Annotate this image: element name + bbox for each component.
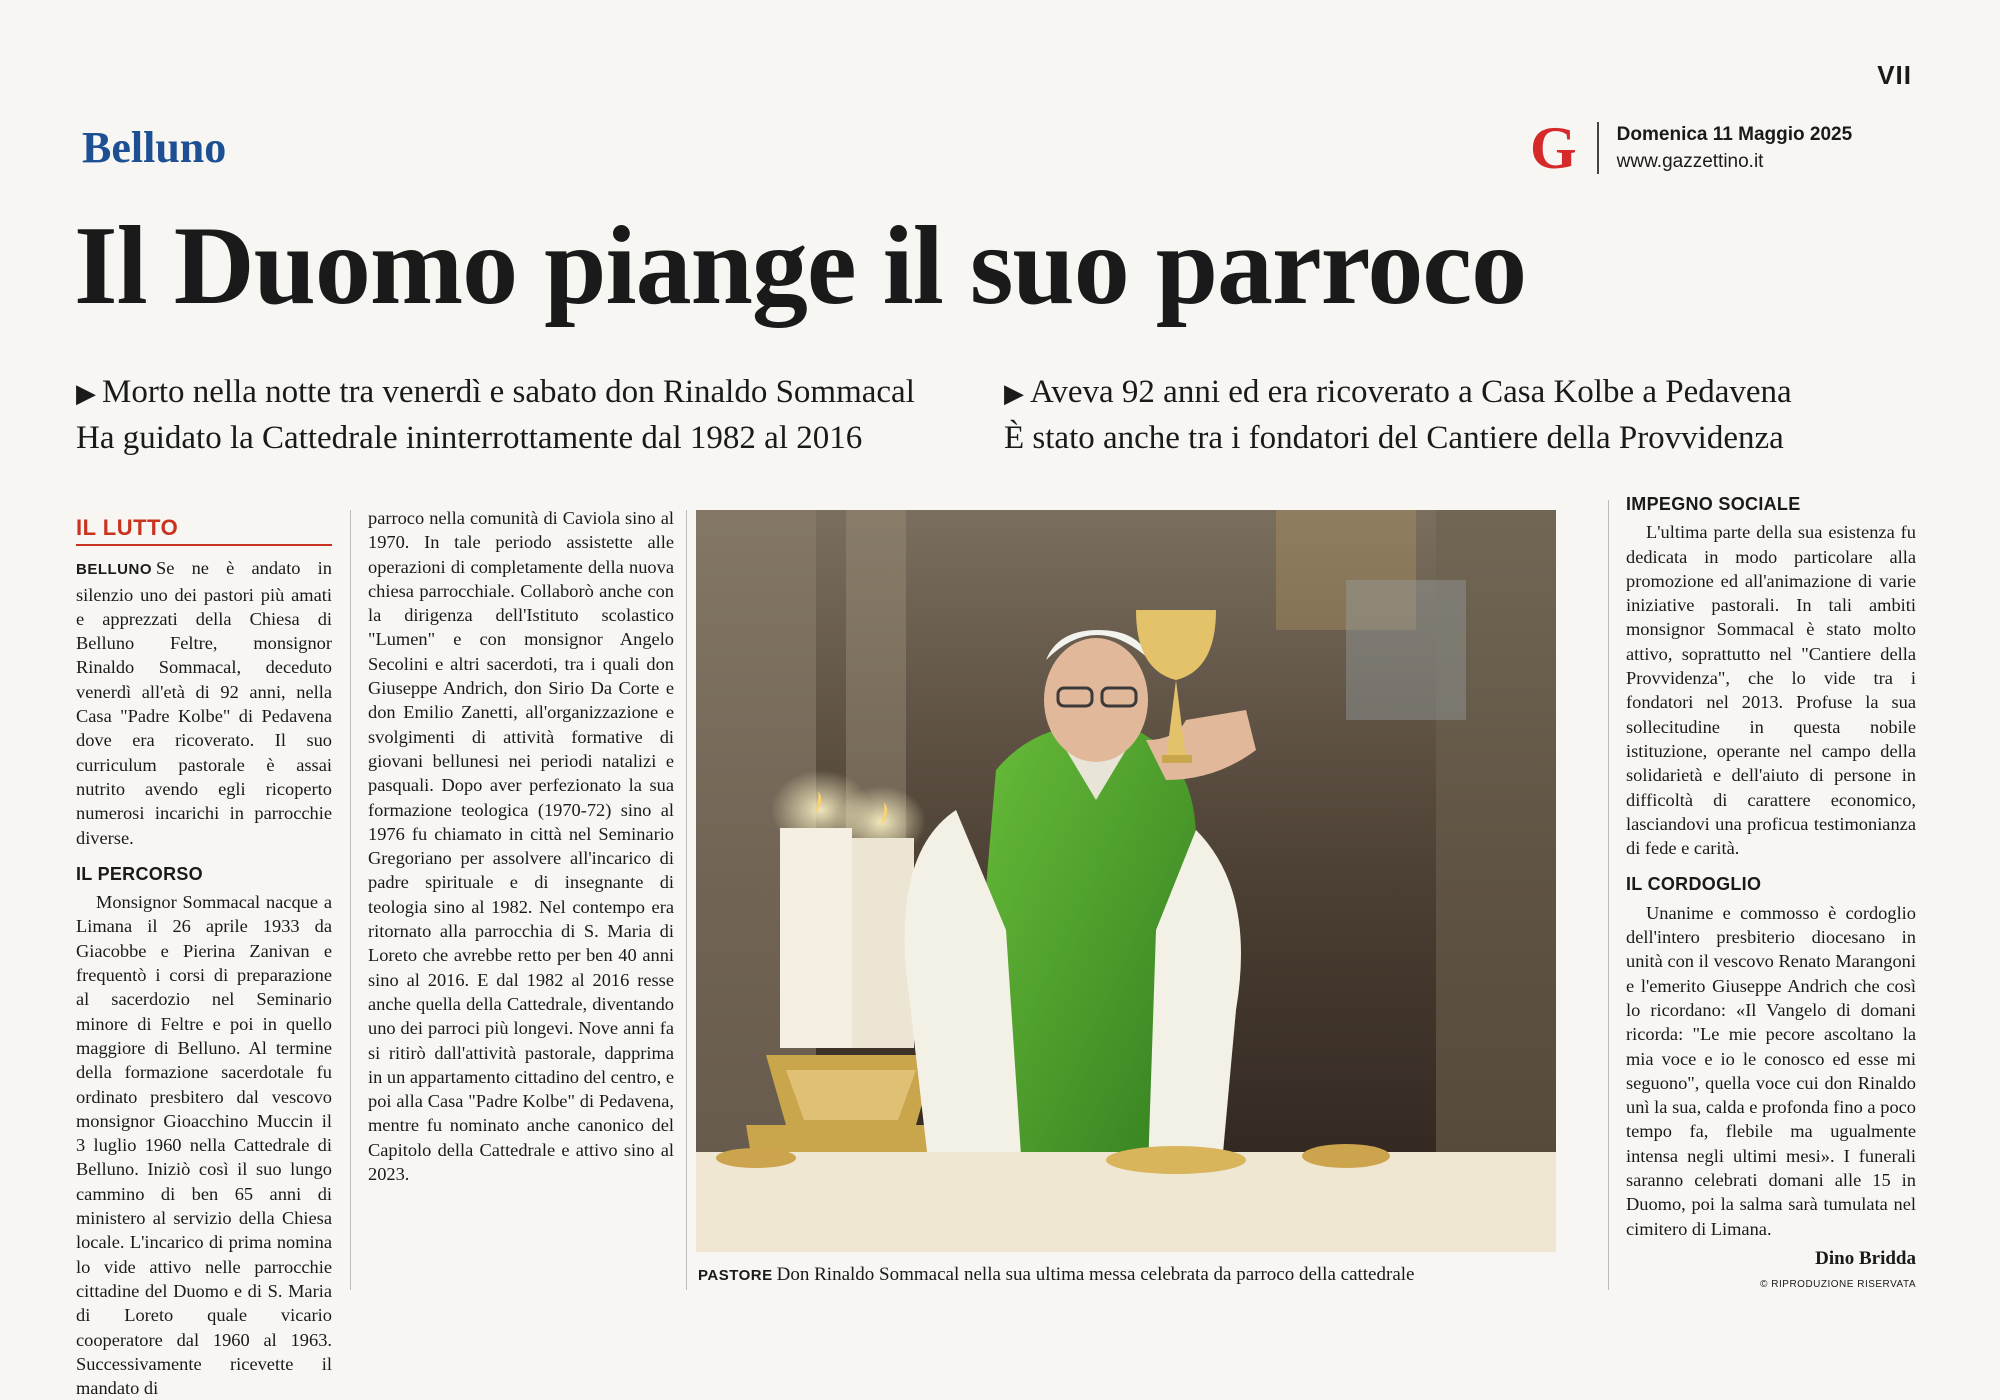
subhead-left-line-1: Morto nella notte tra venerdì e sabato don Rinaldo Sommacal	[102, 374, 915, 410]
masthead	[1530, 115, 1853, 181]
subhead-left-line-2: Ha guidato la Cattedrale ininterrottamente dal 1982 al 2016	[76, 420, 863, 456]
subhead-right-line-1: Aveva 92 anni ed era ricoverato a Casa Kolbe a Pedavena	[1030, 374, 1792, 410]
author-byline: Dino Bridda	[1815, 1247, 1916, 1269]
caption-text: Don Rinaldo Sommacal nella sua ultima messa celebrata da parroco della cattedrale	[776, 1264, 1415, 1285]
lead-text: Se ne è andato in silenzio uno dei pastori più amati e apprezzati della Chiesa di Belluno Feltre, monsignor Rinaldo Sommacal, deceduto venerdì all'età di 92 anni, nella Casa "Padre Kolbe" di Pedavena dove era ricoverato. Il suo curriculum pastorale è assai nutrito avendo egli ricoperto numerosi incarichi in parrocchie diverse.	[76, 558, 332, 848]
section-title: Belluno	[82, 123, 227, 172]
triangle-icon: ▶	[76, 379, 96, 408]
website-link[interactable]: www.gazzettino.it	[1616, 151, 1764, 172]
article-kicker: IL LUTTO	[76, 516, 332, 546]
issue-date: Domenica 11 Maggio 2025	[1616, 124, 1853, 145]
masthead-divider	[1597, 122, 1599, 174]
article-column-3	[1626, 492, 1916, 1298]
column-rule	[350, 510, 351, 1290]
section-heading-impegno: IMPEGNO SOCIALE	[1626, 494, 1801, 514]
copyright-notice: © RIPRODUZIONE RISERVATA	[1760, 1279, 1916, 1291]
section-text-cordoglio: Unanime e commosso è cordoglio dell'intero presbiterio diocesano in unità con il vescovo Renato Marangoni e l'emerito Giuseppe Andrich che così lo ricordano: «Il Vangelo di domani ricorda: "Le mie pecore ascoltano la mia voce e io le conosco ed esse mi seguono", quella voce cui don Rinaldo unì la sua, calda e profonda fino a poco tempo fa, flebile ma ugualmente intensa negli ultimi mesi». I funerali saranno celebrati domani alle 15 in Duomo, poi la salma sarà tumulata nel cimitero di Limana.	[1626, 902, 1916, 1239]
newspaper-logo: G	[1530, 115, 1577, 181]
column-rule	[686, 510, 687, 1290]
column-rule	[1608, 500, 1609, 1290]
section-text-impegno: L'ultima parte della sua esistenza fu dedicata in modo particolare alla promozione ed all'animazione di varie iniziative pastorali. In tali ambiti monsignor Sommacal è stato molto attivo, soprattutto nel "Cantiere della Provvidenza", che lo vide tra i fondatori nel 2013. Profuse la sua sollecitudine in questa nobile istituzione, operante nel campo della solidarietà e dell'aiuto di persone in difficoltà di carattere economico, lasciandovi una proficua testimonianza di fede e carità.	[1626, 522, 1916, 859]
headline: Il Duomo piange il suo parroco	[74, 204, 1527, 328]
photo-caption	[698, 1264, 1414, 1286]
page-number: VII	[1877, 60, 1912, 90]
triangle-icon: ▶	[1004, 379, 1024, 408]
column-2-text: parroco nella comunità di Caviola sino al 1970. In tale periodo assistette alle operazioni di completamente della nuova chiesa parrocchiale. Collaborò anche con la dirigenza dell'Istituto scolastico "Lumen" e con monsignor Angelo Secolini e altri sacerdoti, tra i quali don Giuseppe Andrich, don Sirio Da Corte e don Emilio Zanetti, all'organizzazione e svolgimenti di attività formative di giovani bellunesi nei periodi natalizi e pasquali. Dopo aver perfezionato la sua formazione teologica (1970-72) sino al 1976 fu chiamato in città nel Seminario Gregoriano per assolvere all'incarico di padre spirituale e di insegnante di teologia sino al 1982. Nel contempo era ritornato alla parrocchia di S. Maria di Loreto che avrebbe retto per ben 40 anni sino al 2016. E dal 1982 al 2016 resse anche quella della Cattedrale, diventando uno dei parroci più longevi. Nove anni fa si ritirò dall'attività pastorale, dapprima in un appartamento cittadino del centro, e poi alla Casa "Padre Kolbe" di Pedavena, mentre fu nominato anche canonico del Capitolo della Cattedrale e attivo sino al 2023.	[368, 508, 674, 1185]
section-text-percorso: Monsignor Sommacal nacque a Limana il 26 aprile 1933 da Giacobbe e Pierina Zanivan e frequentò i corsi di preparazione al sacerdozio nel Seminario minore di Feltre e poi in quello maggiore di Belluno. Al termine della formazione sacerdotale fu ordinato presbitero dal vescovo monsignor Gioacchino Muccin il 3 luglio 1960 nella Cattedrale di Belluno. Iniziò così il suo lungo cammino di ben 65 anni di ministero al servizio della Chiesa locale. L'incarico di prima nomina lo vide attivo nelle parrocchie cittadine del Duomo e di S. Maria di Loreto quale vicario cooperatore dal 1960 al 1963. Successivamente ricevette il mandato di	[76, 892, 332, 1399]
subhead-right-line-2: È stato anche tra i fondatori del Cantiere della Provvidenza	[1004, 420, 1784, 456]
lead-paragraph	[76, 556, 332, 850]
subhead-left	[76, 370, 915, 460]
article-column-2	[368, 506, 674, 1186]
masthead-info	[1617, 121, 1853, 175]
section-heading-cordoglio: IL CORDOGLIO	[1626, 874, 1762, 895]
dateline: BELLUNO	[76, 561, 152, 579]
article-column-1	[76, 516, 332, 1400]
article-photo	[696, 510, 1556, 1252]
priest-celebrating-mass-illustration	[696, 510, 1556, 1252]
caption-kicker: PASTORE	[698, 1267, 773, 1284]
subhead-right	[1004, 370, 1792, 460]
section-heading-percorso: IL PERCORSO	[76, 863, 203, 884]
